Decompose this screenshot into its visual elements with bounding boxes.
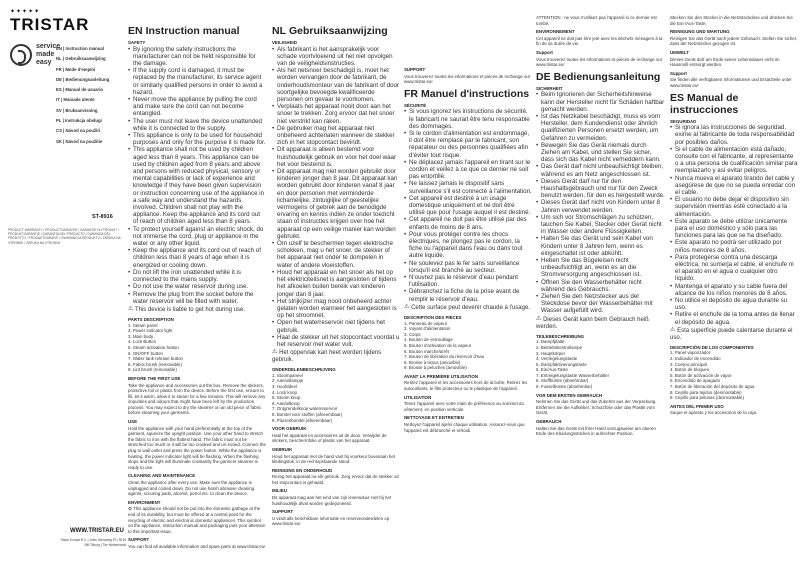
list-item: • Retire el enchufe de la toma antes de llenar el depósito de agua. [670,311,798,325]
part-item: 8. Stoffbürste (abnehmbar) [536,378,589,384]
parts-list-fr [404,321,532,371]
parts-heading: PARTS DESCRIPTION [128,316,174,322]
website-link[interactable]: WWW.TRISTAR.EU [70,528,124,534]
list-item: • Das Gerät darf nicht unbeaufsichtigt bleiben, während es am Netz angeschlossen ist. [536,163,666,177]
list-item: • Houd het apparaat en het snoer als het op het elektriciteitsnet is aangesloten of tijdens het afkoelen buiten bereik van kinderen jonger dan 8 jaar. [272,269,400,298]
language-item: EN | Instruction manual [56,46,104,51]
before-text: Take the appliance and accessories out the box. Remove the stickers, protective foil or plastic from the device. Before the first use, ensure to fill, let it warm, allow it to steam for a few minutes. This will remove any impurities and odours that might have been left by the production process. You may expect to dry the steamer on an old piece of fabric before steaming your garments. [128,382,266,416]
list-item: • Ne soulevez pas le fer sans surveillance lorsqu'il est branché au secteur. [404,260,532,274]
safety-heading: VEILIGHEID [272,40,297,45]
part-item: 1. Dampfplatte [536,339,565,345]
part-item: 7. Botón de liberación del depósito de agua [670,384,755,390]
cleaning-text: Reinig het apparaat na elk gebruik. Zorg ervoor dat de stekker uit het stopcontact is gehaald. [272,474,399,485]
list-item: • Mantenga el aparato y su cable fuera del alcance de los niños menores de 8 años. [670,283,798,297]
list-item: • Débranchez la fiche de la prise avant de remplir le réservoir d'eau. [404,288,532,302]
cleaning-heading: REINIGUNG UND WARTUNG [670,29,730,35]
part-item: 2. Aan/uitlampje [272,378,304,384]
use-text: Houd het apparaat met de hand vast bij voorkeur bovenaan het kledingstuk, in de rechtopstaande stand. [272,453,396,465]
use-heading: GEBRAUCH [536,419,562,425]
part-item: 5. Bouton d'activation de la vapeur [404,342,472,348]
before-text: Retirez l'appareil et les accessoires hors de la boîte. Retirez les autocollants, le film protecteur ou le plastique de l'appareil. [404,380,528,392]
brand-stars-icon: ✦✦✦✦✦ [10,9,41,15]
parts-list-nl [272,373,400,423]
list-item: • To protect yourself against an electric shock, do not immerse the cord, plug or appliance in the water or any other liquid. [128,226,266,248]
safety-heading: SAFETY [128,40,146,45]
part-item: 2. Power indicator light [128,328,173,334]
part-item: 4. Verriegelungstaste [536,356,578,362]
brand-logo [10,8,120,15]
list-item: • Keep the appliance and its cord out of reach of children less than 8 years of age when it is energized or cooling down. [128,247,266,269]
hot-surface-icon: ⚠ [272,349,278,356]
cleaning-heading: CLEANING AND MAINTENANCE [128,473,196,479]
english-column [128,25,266,550]
parts-list-es [670,350,798,400]
part-item: 7. Bouton de libération du réservoir d'eau [404,354,485,360]
part-item: 3. Cuerpo principal [670,361,707,367]
language-item: SK | Návod na použitie [56,138,103,144]
support-text: Vous trouverez toutes les informations et pièces de rechange sur www.tristar.eu! [536,56,663,68]
support-text: You can find all available information and spare parts at www.tristar.eu! [128,544,266,549]
list-item: • Dieses Gerät darf nur für den Haushaltsgebrauch und nur für den Zweck benutzt werden, für den es hergestellt wurde. [536,178,666,200]
service-logo-icon [10,44,32,66]
list-item: • Als fabrikant is het aansprakelijk voor schade voortvloeiend uit het niet opvolgen van de veiligheidsinstructies. [272,46,400,68]
cleaning-text: Reinigen Sie das Gerät nach jedem Gebrauch. Stellen Sie sicher, dass der Netzstecker gezogen ist. [670,35,798,47]
hot-note: ⚠ Cette surface peut devenir chaude à l'usage. [404,303,530,311]
cleaning-text: Clean the appliance after every use. Make sure the appliance is unplugged and cooled down. Do not use harsh abrasive cleaning agents, scouring pads, alcohol, petrol etc. to clean the device. [128,480,255,497]
list-item: • Dit apparaat is alleen bestemd voor huishoudelijk gebruik en voor het doel waar het voor bestemd is. [272,146,400,168]
parts-heading: DESCRIPTION DES PIÈCES [404,314,462,320]
list-item: • Remove the plug from the socket before the water reservoir will be filled with water. [128,291,266,305]
list-item: • Dieses Gerät darf nicht von Kindern unter 8 Jahren verwendet werden. [536,199,666,213]
part-item: 5. Dampfaktivierungstaste [536,361,587,367]
list-item: • Beim Ignorieren der Sicherheitshinweise kann der Hersteller nicht für Schäden haftbar gemacht werden. [536,91,666,113]
recycle-icon: ♻ [128,506,132,512]
list-item: • Bewegen Sie das Gerät niemals durch Ziehen am Kabel, und stellen Sie sicher, dass sich das Kabel nicht verheddern kann. [536,142,666,164]
part-item: 4. Bouton de verrouillage [404,337,453,343]
parts-list-en [128,323,266,373]
safety-heading: SÉCURITÉ [404,102,427,108]
list-item: • Este aparato no podrá ser utilizado por niños menores de 8 años. [670,239,798,253]
part-item: 6. Ein/Aus-Taste [536,367,568,373]
hot-note: ⚠ Esta superficie puede calentarse durante el uso. [670,326,793,341]
list-item: • This appliance shall not be used by children aged less than 8 years. This appliance can be used by children aged from 8 years and above and persons with reduced physical, sensory or mental capabilities or lack of experience and knowledge if they have been given supervision or instruction concerning use of the appliance in a safe way and understand the hazards involved. Children shall not play with the appliance. Keep the appliance and its cord out of reach of children aged less than 8 years. [128,146,266,225]
before-text: Haal het apparaat en accessoires uit de doos. Verwijder de stickers, beschermfolie of plastic van het apparaat. [272,432,387,444]
support-heading: Support [670,70,687,76]
part-item: 2. Voyant d'alimentation [404,326,451,332]
part-item: 7. Entriegelungstaste Wasserbehälter [536,372,610,378]
service-tagline: service made easy [36,43,61,66]
use-text: Hold the appliance with your hand preferentially at the top of the garment, squeeze the upright position. Use your other hand to stretch the fabric to iron with the flattest hand. The fabric must not be stretched too much or it will be too crooked and un-ironed. Connect the plug to wall outlet and press the power button. While the appliance is heating, the power indicator light will be flashing. When the flashing stops and the light will illuminate constantly the garment steamer is ready to use. [128,425,266,470]
list-item: • El usuario no debe dejar el dispositivo sin supervisión mientras esté conectado a la alimentación. [670,196,798,218]
brand-name: TRISTAR [10,15,90,34]
part-item: 4. Botón de bloqueo [670,367,710,373]
list-item: • Never move the appliance by pulling the cord and make sure the cord can not become entangled. [128,96,266,118]
part-item: 9. Cepillo para pelusas (desmontable) [670,395,744,401]
list-item: • Pour vous protéger contre les chocs électriques, ne plongez pas le cordon, la fiche ou l'appareil dans l'eau ou dans tout autre liquide. [404,231,532,260]
part-item: 1. Stoompaneel [272,372,303,378]
part-item: 4. Lock knop [272,389,297,395]
section-title-fr: FR Manuel d'instructions [404,87,530,100]
language-item: DE | Bedienungsanleitung [56,76,110,82]
support-heading: SUPPORT [272,509,294,515]
list-item: • Si ignora las instrucciones de seguridad, exime al fabricante de toda responsabilidad por posibles daños. [670,124,798,146]
list-item: • Si el cable de alimentación está dañado, consulte con el fabricante, al representante o a una persona de cualificación similar para reemplazarlo y así evitar peligros. [670,146,798,175]
parts-heading: DESCRIPCIÓN DE LOS COMPONENTES [670,344,754,350]
section-title-en: EN Instruction manual [128,25,240,37]
part-item: 3. Main body [128,333,154,339]
list-item: • Om uzelf te beschermen tegen elektrische schokken, mag u het snoer, de stekker of het apparaat niet onder te dompelen in water of andere vloeistoffen. [272,240,400,269]
hot-note: ⚠ Dieses Gerät kann beim Gebrauch heiß werden. [536,315,649,330]
safety-list-en [128,46,266,305]
list-item: • By ignoring the safety instructions the manufacturer can not be held responsible for the damage. [128,46,266,68]
part-item: 7. Ontgrendelknop waterreservoir [272,406,338,412]
safety-list-de [536,91,666,314]
list-item: • Cet appareil est destiné à un usage domestique uniquement et ne doit être utilisé que pour l'usage auquel il est destiné. [404,195,532,217]
environment-heading: UMWELT [670,49,689,55]
part-item: 5. Stoom knop [272,395,301,401]
support-heading: SUPPORT [404,67,426,72]
part-item: 5. Botón de activación de vapor [670,372,732,378]
part-item: 8. Cepillo para tejidos (desmontable) [670,389,742,395]
use-heading: UTILISATION [404,394,432,400]
list-item: • Um sich vor Stromschlägen zu schützen, tauchen Sie Kabel, Stecker oder Gerät nicht in Wasser oder andere Flüssigkeiten. [536,214,666,236]
list-item: • Si le cordon d'alimentation est endommagé, il doit être remplacé par le fabricant, son réparateur ou des personnes qualifiées afin d'éviter tout risque. [404,130,532,159]
part-item: 6. Encendido de apagado [670,378,721,384]
hot-note: ⚠ This device is liable to get hot during use. [128,305,246,313]
environment-text: Cet appareil ne doit pas être jeté avec les déchets ménagers à la fin de sa durée de vie. [536,35,663,47]
environment-heading: ENVIRONNEMENT [536,29,575,35]
attention-text: ATTENTION : ne vous n'utilisez pas l'appareil si ce dernier est tombé. [536,15,657,26]
before-heading: BEFORE THE FIRST USE [128,375,181,381]
list-item: • Este aparato se debe utilizar únicamente para el uso doméstico y sólo para las funciones para las que se ha diseñado. [670,218,798,240]
language-item: NL | Gebruiksaanwijzing [56,56,106,62]
part-item: 7. Water tank release button [128,356,183,362]
cleaning-heading: NETTOYAGE ET ENTRETIEN [404,415,464,421]
list-item: • N'ouvrez pas le réservoir d'eau pendant l'utilisation. [404,274,532,288]
list-item: • Öffnen Sie den Wasserbehälter nicht während des Gebrauchs. [536,279,666,293]
parts-heading: TEILEBESCHREIBUNG [536,333,585,339]
section-title-de: DE Bedienungsanleitung [536,70,661,83]
use-heading: GEBRUIK [272,446,293,452]
list-item: • The user must not leave the device unattended while it is connected to the supply. [128,118,266,132]
list-item: • Ne déplacez jamais l'appareil en tirant sur le cordon et veillez à ce que ce dernier ne soit pas entortillé. [404,159,532,181]
before-heading: VOOR GEBRUIK [272,426,307,432]
model-number: ST-8916 [92,214,113,220]
list-item: • This appliance is only to be used for household purposes and only for the purpose it is made for. [128,132,266,146]
list-item: • If the supply cord is damaged, it must be replaced by the manufacturer, its service agent or similarly qualified persons in order to avoid a hazard. [128,67,266,96]
list-item: • Halten Sie das Gerät und sein Kabel von Kindern unter 8 Jahren fern, wenn es eingeschaltet ist oder abkühlt. [536,235,666,257]
before-text: Nehmen Sie das Gerät und das Zubehör aus der Verpackung. Entfernen Sie die Aufkleber, Schutzfolie oder das Plastik vom Gerät. [536,399,657,416]
part-item: 4. Lock Button [128,339,157,345]
support-text: Vous trouverez toutes les informations et pièces de rechange sur www.tristar.eu! [404,73,531,85]
hot-surface-icon: ⚠ [128,305,134,312]
list-item: • Verplaats het apparaat nooit door aan het snoer te trekken. Zorg ervoor dat het snoer niet verstrikt kan raken. [272,103,400,125]
safety-heading: SICHERHEIT [536,85,563,91]
warranty-text: PRODUCT WARRANTY / PRODUCTGARANTIE / GARANTIE DU PRODUIT / PRODUKTGARANTIE / GARANTÍA DEL PRODUCTO / GARANZIA DEL PRODOTTO / PRODUKTGARANTI / GWARANCJA PRODUKTU / ZÁRUKA NA VÝROBEK / ZÁRUKA NA VÝROBOK [8,228,121,245]
safety-list-nl [272,46,400,349]
parts-list-de [536,339,666,389]
part-item: 9. Pluizenborstel (afneembaar) [272,417,333,423]
part-item: 9. Brosse à peluches (amovible) [404,365,467,371]
cleaning-heading: REINIGING EN ONDERHOUD [272,467,333,473]
use-text: Tenez l'appareil avec votre main de préférence au sommet du vêtement, en position verticale. [404,401,524,412]
part-item: 9. Fusselbürste (abnehmbar) [536,384,593,390]
spanish-column [670,14,798,416]
cleaning-text: Nettoyez l'appareil après chaque utilisation. Assurez-vous que l'appareil est débranché et refroidi. [404,422,525,433]
support-heading: SUPPORT [128,537,150,543]
list-item: • Open het waterreservoir niet tijdens het gebruik. [272,319,400,333]
hot-surface-icon: ⚠ [670,326,676,333]
before-text: Saque el aparato y los accesorios de la caja. [670,410,758,416]
hot-note: ⚠ Het oppervlak kan heet worden tijdens gebruik. [272,349,382,364]
part-item: 1. Panneau de vapeur [404,320,448,326]
use-text: Halten Sie das Gerät mit Ihrer Hand vorzugsweise am oberen Ende des Kleidungsstückes in aufrechter Position. [536,425,656,437]
support-heading: Support [536,49,553,55]
part-item: 3. Hauptkörper [536,350,566,356]
part-item: 5. Steam activation button [128,344,179,350]
part-item: 8. Brosse à tissus (amovible) [404,359,461,365]
before-heading: VOR DEM ERSTEN GEBRAUCH [536,392,603,398]
use-heading: USE [128,419,138,425]
part-item: 8. Fabric brush (removable) [128,361,182,367]
environment-heading: MILIEU [272,488,287,494]
language-item: ES | Manual de usuario [56,87,104,93]
list-item: • Dit apparaat mag niet worden gebruikt door kinderen jonger dan 8 jaar. Dit apparaat kan worden gebruikt door kinderen vanaf 8 jaar en door personen met verminderde lichamelijke, zintuiglijke of geestelijke vermogens of gebrek aan de benodigde ervaring en kennis indien ze onder toezicht staan of instructies krijgen over hoe het apparaat op een veilige manier kan worden gebruikt. [272,168,400,240]
part-item: 6. Bouton marche/arrêt [404,348,449,354]
company-address: Tristar Europe B.V. | Jules Verneweg 87 | 5015 BM Tilburg | The Netherlands [60,538,126,547]
part-item: 8. Borstel voor stoffen (afneembaar) [272,411,343,417]
safety-heading: SEGURIDAD [670,118,697,124]
part-item: 6. Aan/uitknop [272,400,300,406]
intro-text: Stecken Sie den Stecker in die Netzsteckdose und drücken Sie die Ein-/Aus-Taste. [670,15,793,26]
list-item: • Als het netsnoer beschadigd is, moet het worden vervangen door de fabrikant, de onderhoudsmonteur van de fabrikant of door soortgelijke bevoegde kwalificeerde personen om gevaar te voorkomen. [272,67,400,103]
section-title-nl: NL Gebruiksaanwijzing [272,25,388,37]
language-item: SV | Bruksanvisning [56,107,98,113]
dutch-column [272,25,400,527]
safety-list-es [670,124,798,326]
part-item: 1. Panel vaporizador [670,350,711,356]
hot-surface-icon: ⚠ [536,315,542,322]
list-item: • Do not lift the iron unattended while it is connected to the mains supply. [128,269,266,283]
list-item: • Haal de stekker uit het stopcontact voordat u het reservoir met water vult. [272,334,400,348]
language-list [56,44,126,147]
list-item: • Heben Sie das Bügeleisen nicht unbeaufsichtigt an, wenn es an die Stromversorgung angeschlossen ist. [536,257,666,279]
french-column [404,14,532,433]
language-item: IT | Manuale utente [56,97,95,103]
part-item: 3. Corps [404,331,421,337]
environment-heading: ENVIRONMENT [128,499,161,505]
list-item: • Do not use the water reservoir during use. [128,283,266,290]
list-item: • Het strijkijzer mag nooit onbeheerd achter gelaten worden wanneer het aangesloten is op het stroomnet. [272,298,400,320]
list-item: • Ist das Netzkabel beschädigt, muss es vom Hersteller, dem Kundendienst oder ähnlich qualifizierten Personen ersetzt werden, um Gefahren zu vermeiden. [536,113,666,142]
part-item: 6. ON/OFF button [128,350,163,356]
support-text: Sie finden alle verfügbaren Informationen und Ersatzteile unter www.tristar.eu! [670,77,792,88]
language-item: PL | Instrukcja obsługi [56,118,102,124]
list-item: • Ziehen Sie den Netzstecker aus der Steckdose bevor der Wasserbehälter mit Wasser aufgefüllt wird. [536,293,666,315]
part-item: 1. Steam panel [128,322,158,328]
before-heading: ANTES DEL PRIMER USO [670,403,724,409]
german-column [536,14,666,437]
list-item: • Ne laissez jamais le dispositif sans surveillance s'il est connecté à l'alimentation. [404,180,532,194]
section-title-es: ES Manual de instrucciones [670,91,739,116]
environment-text: Dit apparaat mag aan het eind van zijn levensduur niet bij het huishoudelijk afval worden gedeponeerd. [272,495,392,506]
hot-surface-icon: ⚠ [404,303,410,310]
part-item: 3. Hoofddeel [272,383,297,389]
list-item: • De gebruiker mag het apparaat niet onbeheerd achterlaten wanneer de stekker zich in het stopcontact bevindt. [272,125,400,147]
support-text: U vindt alle beschikbare informatie en reserveonderdelen op www.tristar.eu! [272,515,390,527]
environment-text: Dieses Gerät darf am Ende seiner Lebensdauer nicht im Hausmüll entsorgt werden. [670,56,780,68]
safety-list-fr [404,108,532,302]
environment-text: ♻ This appliance should not be put into the domestic garbage at the end of its durability, but must be offered at a central point for the recycling of electric and electronic domestic appliances. This symbol on the appliance, instruction manual and packaging puts your attention to this important issue. [128,506,266,534]
part-item: 2. Indicador de encendido [670,356,721,362]
part-item: 2. Betriebskontrollampe [536,344,583,350]
list-item: • Para protegerse contra una descarga eléctrica, no sumerja el cable, el enchufe ni el aparato en el agua o cualquier otro líquido. [670,254,798,283]
language-item: FR | Mode d'emploi [56,66,96,72]
cover-column [0,0,128,575]
before-heading: AVANT LA PREMIÈRE UTILISATION [404,373,478,379]
list-item: • Nunca mueva el aparato tirando del cable y asegúrese de que no se pueda enredar con el cable. [670,175,798,197]
part-item: 9. Lint brush (removable) [128,367,177,373]
list-item: • No utilice el depósito de agua durante su uso. [670,297,798,311]
list-item: • Cet appareil ne doit pas être utilisé par des enfants de moins de 8 ans. [404,216,532,230]
language-item: CS | Návod na použití [56,128,100,134]
parts-heading: ONDERDELENBESCHRIJVING [272,367,336,373]
list-item: • Si vous ignorez les instructions de sécurité, le fabricant ne saurait être tenu responsable des dommages. [404,108,532,130]
